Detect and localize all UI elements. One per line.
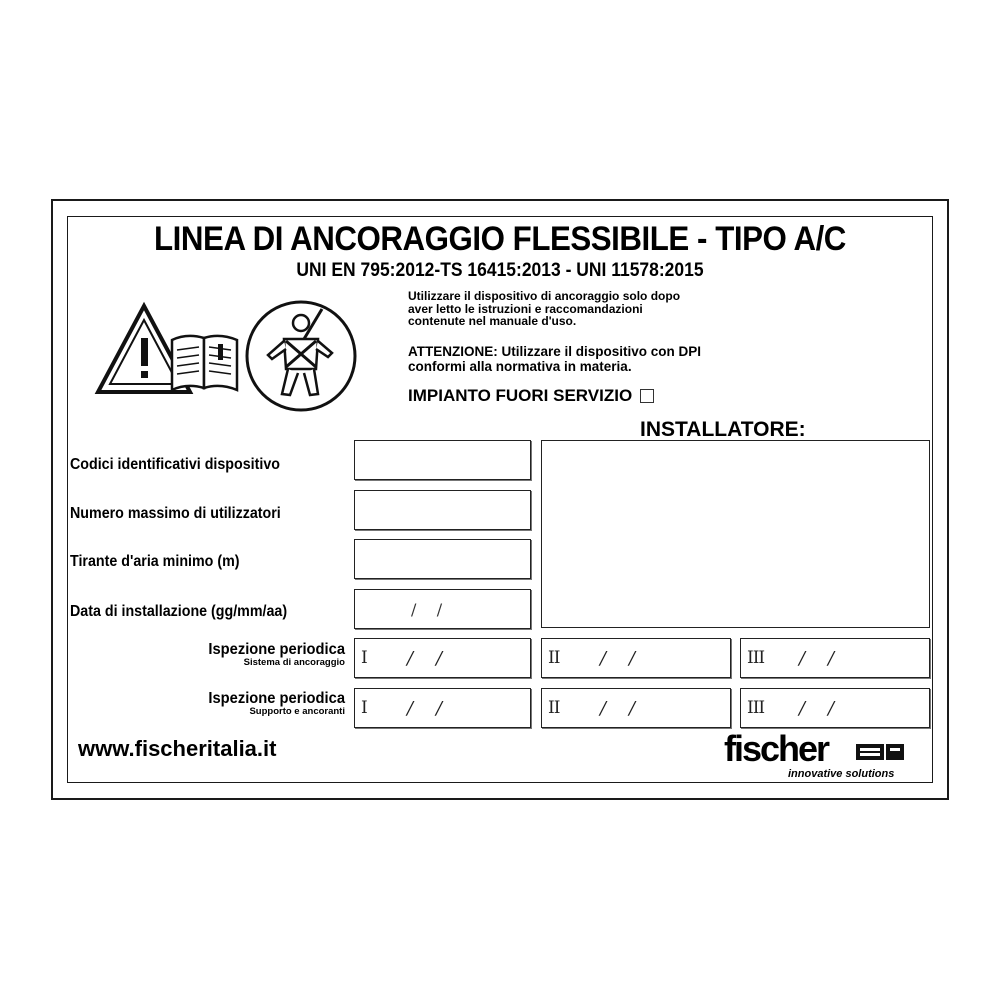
date-separators: / /	[799, 698, 835, 719]
inspection-title: Ispezione periodica	[208, 690, 345, 707]
fischer-logo-mark-icon	[856, 742, 904, 762]
date-separators: / /	[600, 698, 636, 719]
usage-notice	[408, 290, 788, 328]
slot-number: II	[548, 648, 560, 668]
brand-name: fischer	[724, 728, 829, 769]
sign-title: LINEA DI ANCORAGGIO FLESSIBILE - TIPO A/C	[154, 220, 846, 258]
inspection-system-slot-1[interactable]	[354, 638, 531, 678]
out-of-service-label: IMPIANTO FUORI SERVIZIO	[408, 386, 633, 405]
notice-line: aver letto le istruzioni e raccomandazioni	[408, 301, 643, 316]
warning-read-manual-icon	[92, 300, 242, 400]
warning-line: conformi alla normativa in materia.	[408, 359, 632, 374]
inspection-support-label	[150, 690, 345, 717]
slot-number: II	[548, 698, 560, 718]
installer-heading: INSTALLATORE:	[640, 418, 806, 441]
max-users-field[interactable]	[354, 490, 531, 530]
website-url: www.fischeritalia.it	[78, 736, 277, 761]
inspection-system-slot-2[interactable]	[541, 638, 731, 678]
inspection-system-label	[150, 641, 345, 668]
ppe-warning	[408, 344, 828, 374]
max-users-label: Numero massimo di utilizzatori	[70, 505, 281, 522]
inspection-support-slot-3[interactable]	[740, 688, 930, 728]
brand-tagline: innovative solutions	[788, 768, 895, 780]
install-date-field[interactable]	[354, 589, 531, 629]
inspection-subtitle: Sistema di ancoraggio	[243, 657, 345, 668]
date-separators: / /	[600, 648, 636, 669]
inspection-title: Ispezione periodica	[208, 641, 345, 658]
out-of-service-row	[408, 386, 654, 406]
install-date-label: Data di installazione (gg/mm/aa)	[70, 603, 288, 620]
date-separators: / /	[799, 648, 835, 669]
clearance-label: Tirante d'aria minimo (m)	[70, 553, 240, 570]
device-codes-field[interactable]	[354, 440, 531, 480]
clearance-field[interactable]	[354, 539, 531, 579]
warning-line: ATTENZIONE: Utilizzare il dispositivo con DPI	[408, 344, 702, 359]
slot-number: I	[361, 648, 367, 668]
inspection-system-slot-3[interactable]	[740, 638, 930, 678]
device-codes-label: Codici identificativi dispositivo	[70, 456, 280, 473]
slot-number: III	[747, 648, 765, 668]
installer-field[interactable]	[541, 440, 930, 628]
slot-number: I	[361, 698, 367, 718]
inspection-subtitle: Supporto e ancoranti	[249, 706, 345, 717]
slot-number: III	[747, 698, 765, 718]
inspection-support-slot-1[interactable]	[354, 688, 531, 728]
out-of-service-checkbox[interactable]	[640, 389, 654, 403]
harness-icon	[244, 299, 358, 413]
date-separators: / /	[407, 648, 443, 669]
inspection-support-slot-2[interactable]	[541, 688, 731, 728]
date-separators: / /	[407, 698, 443, 719]
notice-line: Utilizzare il dispositivo di ancoraggio solo dopo	[408, 289, 681, 303]
date-separators: / /	[411, 600, 443, 619]
standards-line: UNI EN 795:2012-TS 16415:2013 - UNI 11578:2015	[296, 260, 704, 281]
notice-line: contenute nel manuale d'uso.	[408, 314, 577, 328]
